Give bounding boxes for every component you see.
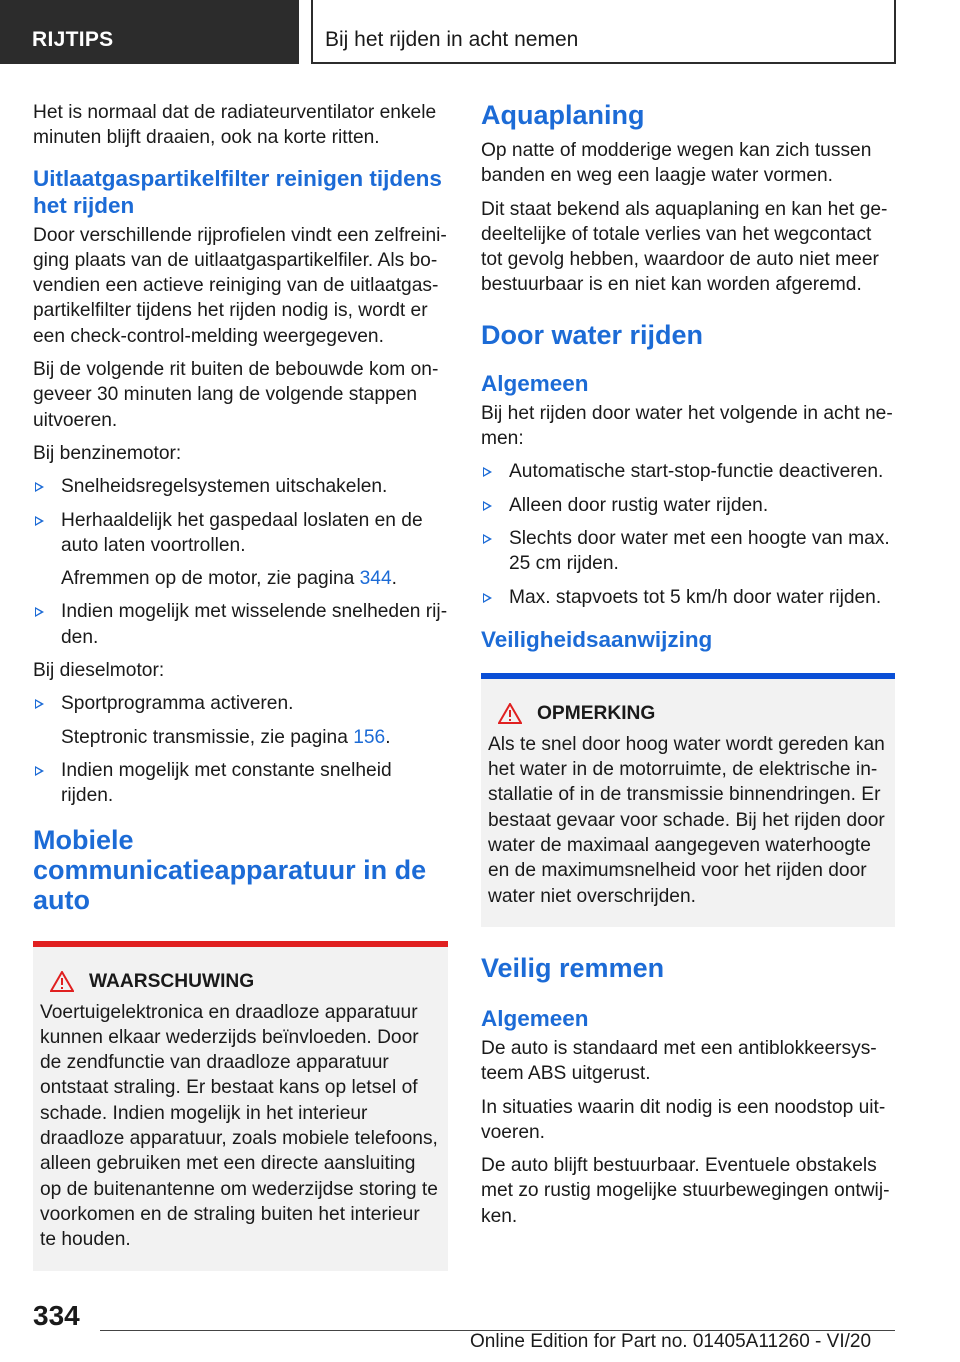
bullet-triangle-icon (483, 501, 492, 511)
cross-reference: Afremmen op de motor, zie pagina 344. (61, 568, 397, 590)
warning-text: Voertuigelektronica en draadloze apparatuur kunnen elkaar wederzijds beïnvloeden. Door de zendfunctie van draadloze apparatuur ontstaat straling. Er bestaat kans op letsel of schade. Indien mogelijk in het interieur draadloze apparatuur, zoals mobiele telefoons, alleen gebruiken met een directe aansluiting op de buitenantenne om wederzijdse storing te voorkomen en de straling buiten het interieur te houden. (40, 1001, 438, 1251)
chapter-title: Bij het rijden in acht nemen (325, 28, 579, 51)
aquaplaning-paragraph-2: Dit staat bekend als aquaplaning en kan het gedeeltelijke of totale verlies van het wegcontact tot gevolg hebben, waardoor de auto niet meer bestuurbaar is en niet kan worden afgeremd. (481, 198, 888, 296)
aquaplaning-paragraph-1: Op natte of modderige wegen kan zich tussen banden en weg een laagje water vormen. (481, 140, 872, 187)
section-tab (0, 0, 299, 64)
petrol-label: Bij benzinemotor: (33, 442, 182, 464)
notice-title: OPMERKING (488, 701, 888, 726)
left-column (33, 100, 448, 1271)
page-link-344[interactable]: 344 (359, 568, 392, 590)
filter-paragraph-1: Door verschillende rijprofielen vindt een zelfreiniging plaats van de uitlaatgaspartikelfiler. Als bovendien een actieve reiniging van de uitlaatgaspartikelfilter tijdens het rijden nodig is, wordt er een check-control-melding weergegeven. (33, 224, 447, 347)
brake-paragraph-1: De auto is standaard met een antiblokkeersysteem ABS uitgerust. (481, 1037, 877, 1085)
diesel-list (33, 691, 448, 808)
right-column (481, 100, 895, 1237)
water-heading: Door water rijden (481, 319, 704, 350)
bullet-triangle-icon (35, 607, 44, 617)
notice-text: Als te snel door hoog water wordt gereden kan het water in de motorruimte, de elektrische installatie of in de transmissie binnendringen. Er bestaat gevaar voor schade. Bij het rijden door water de maximaal aangegeven waterhoogte en de maximumsnelheid voor het rijden door water niet overschrijden. (488, 733, 885, 907)
brake-paragraph-3: De auto blijft bestuurbaar. Eventuele obstakels met zo rustig mogelijke stuurbewegingen ontwijken. (481, 1155, 890, 1227)
notice-triangle-icon (498, 703, 522, 724)
filter-heading: Uitlaatgaspartikelfilter reinigen tijdens het rijden (33, 165, 442, 218)
bullet-triangle-icon (35, 482, 44, 492)
list-item: Automatische start-stop-functie deactiveren. (481, 459, 895, 484)
aquaplaning-heading: Aquaplaning (481, 100, 645, 130)
filter-paragraph-2: Bij de volgende rit buiten de bebouwde kom ongeveer 30 minuten lang de volgende stappen uitvoeren. (33, 359, 439, 431)
list-item: Herhaaldelijk het gaspedaal loslaten en de auto laten voortrollen. Afremmen op de motor, zie pagina 344. (33, 508, 448, 592)
petrol-list (33, 474, 448, 650)
intro-paragraph: Het is normaal dat de radiateurventilator enkele minuten blijft draaien, ook na korte ritten. (33, 102, 437, 149)
list-item: Max. stapvoets tot 5 km/h door water rijden. (481, 585, 895, 610)
bullet-triangle-icon (483, 534, 492, 544)
list-item: Alleen door rustig water rijden. (481, 493, 895, 518)
brake-general-heading: Algemeen (481, 1005, 589, 1031)
water-general-heading: Algemeen (481, 370, 589, 396)
bullet-triangle-icon (483, 593, 492, 603)
notice-box (481, 673, 895, 927)
bullet-triangle-icon (35, 699, 44, 709)
bullet-triangle-icon (483, 467, 492, 477)
cross-reference: Steptronic transmissie, zie pagina 156. (61, 726, 391, 748)
mobile-heading: Mobiele communicatieapparatuur in de auto (33, 824, 427, 915)
bullet-triangle-icon (35, 766, 44, 776)
section-title: RIJTIPS (32, 28, 114, 51)
bullet-triangle-icon (35, 516, 44, 526)
list-item: Indien mogelijk met wisselende snelheden rijden. (33, 599, 448, 650)
list-item: Slechts door water met een hoogte van max. 25 cm rijden. (481, 526, 895, 577)
water-list (481, 459, 895, 609)
brake-heading: Veilig remmen (481, 952, 665, 983)
diesel-label: Bij dieselmotor: (33, 660, 165, 682)
warning-title: WAARSCHUWING (40, 969, 441, 994)
water-intro: Bij het rijden door water het volgende in acht nemen: (481, 402, 893, 450)
chapter-tab (311, 0, 896, 64)
list-item: Snelheidsregelsystemen uitschakelen. (33, 474, 448, 499)
page-link-156[interactable]: 156 (353, 726, 386, 748)
edition-footer: Online Edition for Part no. 01405A11260 - VI/20 (470, 1331, 872, 1352)
brake-paragraph-2: In situaties waarin dit nodig is een noodstop uitvoeren. (481, 1096, 886, 1143)
warning-triangle-icon (50, 971, 74, 992)
list-item: Sportprogramma activeren. Steptronic transmissie, zie pagina 156. (33, 691, 448, 750)
page-number: 334 (33, 1300, 80, 1331)
safety-heading: Veiligheidsaanwijzing (481, 626, 713, 652)
warning-box (33, 941, 448, 1271)
list-item: Indien mogelijk met constante snelheid rijden. (33, 758, 448, 809)
